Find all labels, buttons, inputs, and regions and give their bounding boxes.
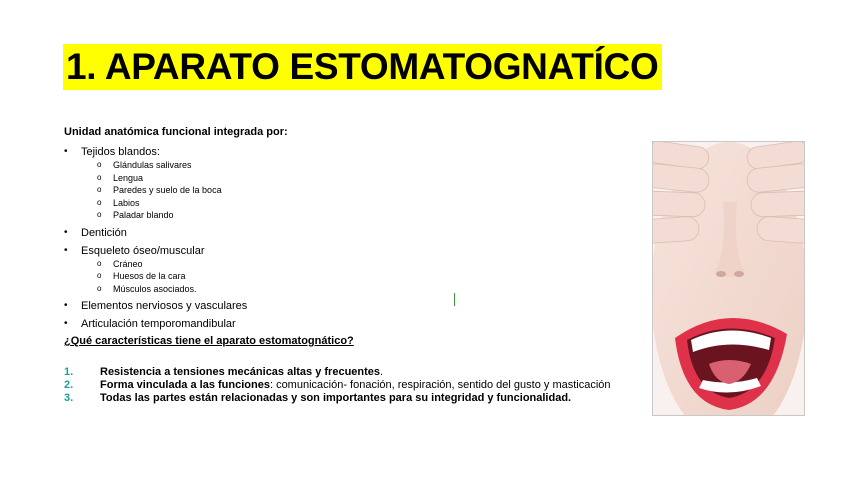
sub-list: [81, 159, 664, 222]
numbered-item: [64, 379, 664, 392]
sub-list-item: o Músculos asociados.: [97, 283, 197, 294]
circle-bullet-icon: o: [97, 172, 102, 182]
sub-list-item: o Paredes y suelo de la boca: [97, 185, 222, 195]
question-heading: ¿Qué características tiene el aparato estomatognático?: [64, 335, 354, 347]
numbered-item: [64, 392, 664, 405]
photo-illustration: [653, 142, 804, 415]
list-item-label: Tejidos blandos:: [81, 146, 160, 158]
item-number: 3.: [64, 392, 74, 404]
circle-bullet-icon: o: [97, 271, 102, 280]
bullet-icon: •: [64, 226, 68, 238]
item-text: : comunicación- fonación, respiración, sentido del gusto y masticación: [269, 379, 611, 391]
item-number: 1.: [64, 366, 74, 378]
characteristics-list: [64, 366, 664, 405]
item-number: 2.: [64, 379, 74, 391]
title-highlight: [63, 44, 662, 90]
circle-bullet-icon: o: [97, 258, 102, 268]
list-item-label: Elementos nerviosos y vasculares: [81, 300, 248, 312]
list-item-label: Dentición: [81, 226, 127, 239]
sub-list-item: o Paladar blando: [97, 210, 174, 220]
list-item-label: Articulación temporomandibular: [81, 318, 236, 330]
item-bold-text: Resistencia a tensiones mecánicas altas y frecuentes: [100, 366, 381, 378]
slide-title: 1. APARATO ESTOMATOGNATÍCO: [66, 46, 659, 87]
list-item: [64, 244, 664, 296]
item-text: .: [380, 366, 384, 378]
list-item: [64, 226, 664, 240]
circle-bullet-icon: o: [97, 210, 102, 219]
slide-content: [64, 126, 664, 405]
sub-list-item: o Lengua: [97, 172, 144, 183]
sub-list-item: o Cráneo: [97, 258, 143, 269]
circle-bullet-icon: o: [97, 283, 102, 293]
item-bold-text: Forma vinculada a las funciones: [100, 379, 270, 391]
sub-list-item: o Huesos de la cara: [97, 271, 186, 281]
text-cursor: [454, 293, 455, 306]
bullet-icon: •: [64, 244, 68, 256]
woman-mouth-photo: [652, 141, 805, 416]
sub-list: [81, 258, 664, 296]
bullet-icon: •: [64, 146, 68, 157]
sub-list-item: o Labios: [97, 197, 140, 208]
list-item-label: Esqueleto óseo/muscular: [81, 244, 205, 257]
bullet-icon: •: [64, 318, 68, 329]
numbered-item: [64, 366, 664, 379]
circle-bullet-icon: o: [97, 197, 102, 207]
item-bold-text: Todas las partes están relacionadas y son importantes para su integridad y funcionalidad.: [100, 392, 572, 404]
list-item: [64, 317, 664, 331]
bullet-icon: •: [64, 300, 68, 311]
circle-bullet-icon: o: [97, 160, 102, 169]
intro-text: Unidad anatómica funcional integrada por:: [64, 126, 288, 138]
list-item: [64, 145, 664, 222]
circle-bullet-icon: o: [97, 185, 102, 194]
sub-list-item: o Glándulas salivares: [97, 160, 192, 170]
list-item: [64, 299, 664, 313]
component-list: [64, 145, 664, 331]
